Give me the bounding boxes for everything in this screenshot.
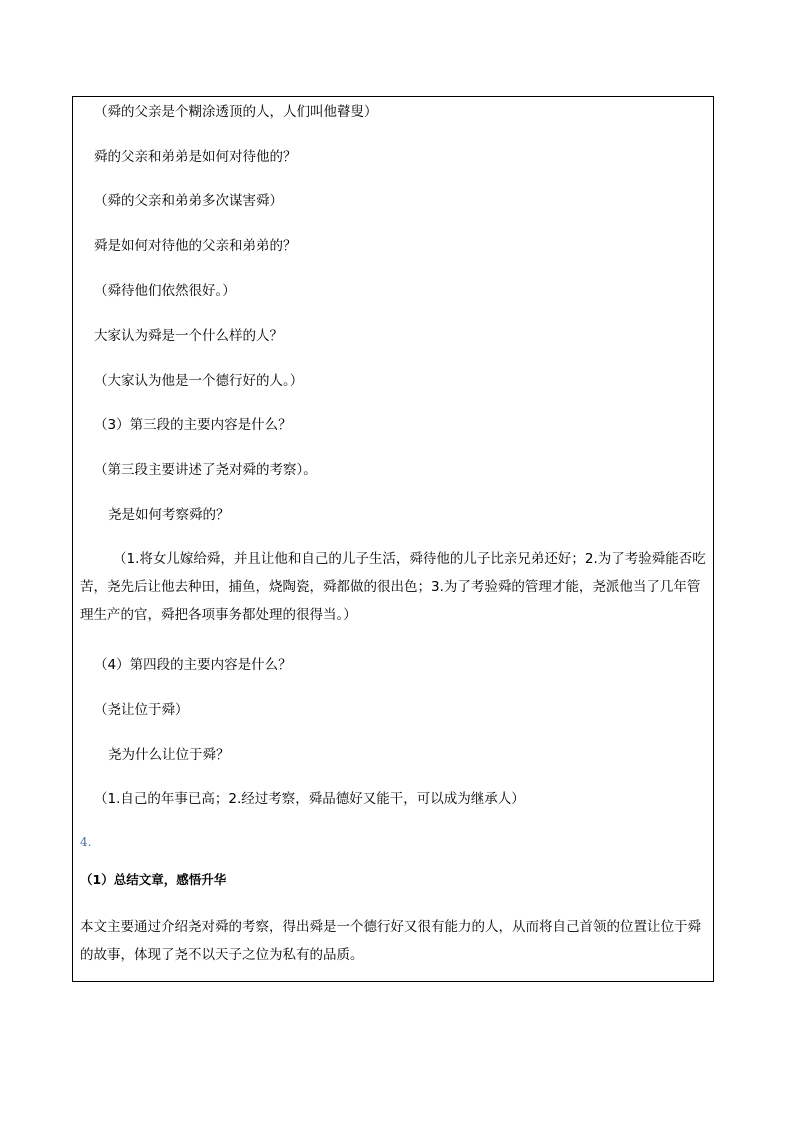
text-line: （舜的父亲和弟弟多次谋害舜） [94,193,283,209]
text-line: （舜待他们依然很好。） [94,283,236,299]
section-number: 4. [80,835,92,849]
text-line: 舜是如何对待他的父亲和弟弟的？ [94,238,297,254]
summary-paragraph: 本文主要通过介绍尧对舜的考察，得出舜是一个德行好又很有能力的人，从而将自己首领的位置让位于舜的故事，体现了尧不以天子之位为私有的品质。 [80,919,701,963]
text-line: （4）第四段的主要内容是什么？ [94,657,292,673]
text-line: （3）第三段的主要内容是什么？ [94,417,292,433]
text-line: （尧让位于舜） [94,702,189,718]
text-line: （大家认为他是一个德行好的人。） [94,373,304,389]
text-line: （1.自己的年事已高；2.经过考察，舜品德好又能干，可以成为继承人） [94,791,525,807]
document-table-cell [72,96,714,982]
text-line: 大家认为舜是一个什么样的人？ [94,328,283,344]
text-line: 舜的父亲和弟弟是如何对待他的？ [94,149,297,165]
text-line: （第三段主要讲述了尧对舜的考察）。 [94,462,317,478]
text-paragraph: （1.将女儿嫁给舜，并且让他和自己的儿子生活，舜待他的儿子比亲兄弟还好；2.为了考验舜能否吃苦，尧先后让他去种田，捕鱼，烧陶瓷，舜都做的很出色；3.为了考验舜的管理才能，尧派他当了几年管理生产的官，舜把各项事务都处理的很得当。） [80,551,706,623]
section-heading: （1）总结文章，感悟升华 [80,872,227,887]
text-line: （舜的父亲是个糊涂透顶的人，人们叫他瞽叟） [94,104,378,120]
text-line: 尧是如何考察舜的？ [108,507,230,523]
text-line: 尧为什么让位于舜？ [108,747,230,763]
